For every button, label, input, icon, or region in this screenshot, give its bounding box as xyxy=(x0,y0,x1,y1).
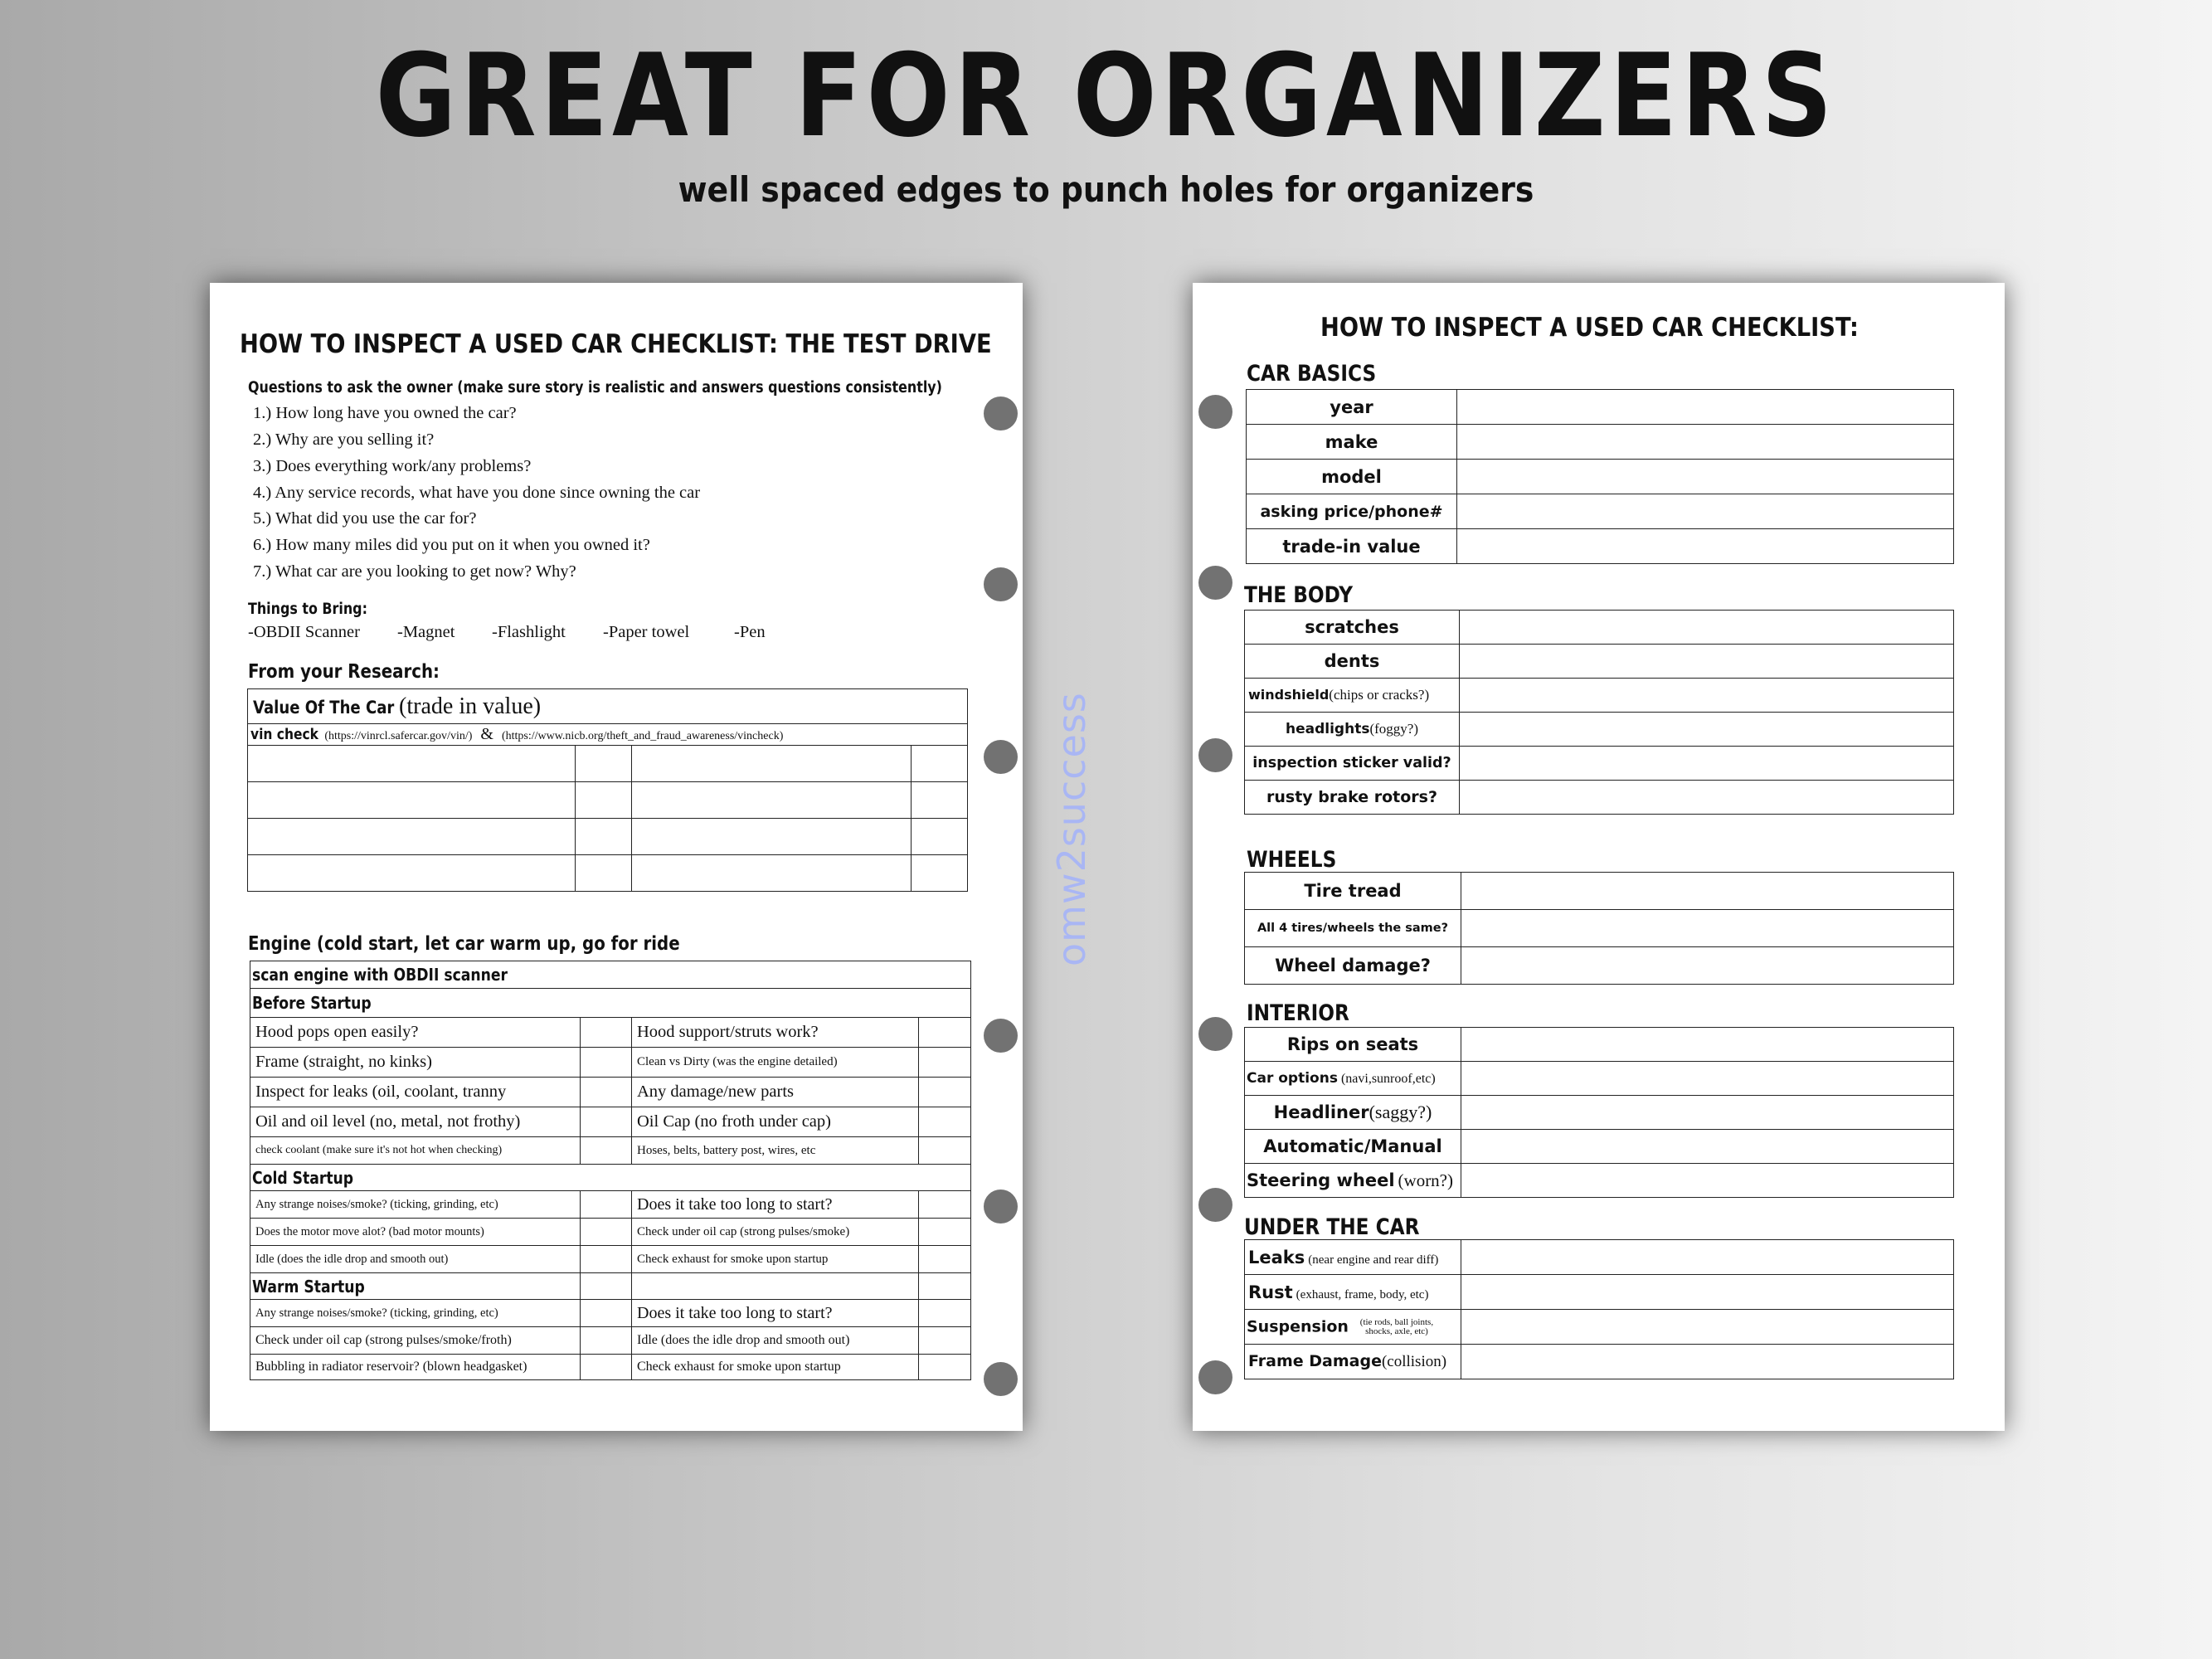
check-item: Hood pops open easily? xyxy=(250,1018,581,1048)
research-cell[interactable] xyxy=(248,782,576,819)
body-entry[interactable] xyxy=(1460,713,1954,747)
punch-hole xyxy=(984,397,1018,431)
body-entry[interactable] xyxy=(1460,645,1954,679)
check-box[interactable] xyxy=(919,1327,971,1355)
interior-note: (navi,sunroof,etc) xyxy=(1340,1072,1436,1086)
interior-label: Headliner xyxy=(1273,1102,1369,1122)
vin-check-label: vin check xyxy=(250,726,318,743)
check-box[interactable] xyxy=(919,1018,971,1048)
wheels-entry[interactable] xyxy=(1461,873,1954,910)
car-basics-heading: CAR BASICS xyxy=(1247,361,1377,387)
under-car-entry[interactable] xyxy=(1461,1240,1954,1275)
body-label-cell xyxy=(1245,747,1460,781)
check-box[interactable] xyxy=(581,1327,632,1355)
check-box[interactable] xyxy=(919,1107,971,1137)
interior-label: Car options xyxy=(1247,1070,1338,1087)
interior-label: Rips on seats xyxy=(1286,1034,1419,1054)
research-cell[interactable] xyxy=(248,855,576,892)
research-cell[interactable] xyxy=(632,855,912,892)
car-basics-table xyxy=(1246,389,1954,564)
check-box[interactable] xyxy=(919,1355,971,1380)
punch-hole xyxy=(984,1190,1018,1224)
research-cell[interactable] xyxy=(912,782,968,819)
warm-startup-label: Warm Startup xyxy=(252,1276,365,1297)
check-item: Inspect for leaks (oil, coolant, tranny xyxy=(250,1078,581,1107)
scan-engine-label: scan engine with OBDII scanner xyxy=(252,965,508,985)
body-label-cell xyxy=(1245,611,1460,645)
punch-hole xyxy=(984,1362,1018,1396)
body-label: windshield xyxy=(1248,687,1330,703)
research-table xyxy=(247,688,968,892)
body-note: (chips or cracks?) xyxy=(1329,687,1430,703)
interior-label-cell xyxy=(1245,1028,1461,1062)
interior-label-cell xyxy=(1245,1130,1461,1164)
check-box[interactable] xyxy=(581,1273,632,1300)
punch-hole xyxy=(984,740,1018,774)
check-item: Any strange noises/smoke? (ticking, grinding, etc) xyxy=(250,1300,581,1327)
check-box[interactable] xyxy=(581,1018,632,1048)
question-item: 3.) Does everything work/any problems? xyxy=(253,457,532,475)
interior-label: Steering wheel xyxy=(1247,1170,1395,1190)
interior-label-cell xyxy=(1245,1062,1461,1096)
car-basics-entry[interactable] xyxy=(1457,460,1954,494)
check-item: Check exhaust for smoke upon startup xyxy=(632,1355,919,1380)
check-box[interactable] xyxy=(919,1078,971,1107)
check-item: Oil Cap (no froth under cap) xyxy=(632,1107,919,1137)
body-label: dents xyxy=(1324,651,1380,671)
right-checklist-page xyxy=(1193,283,2005,1431)
under-car-label-cell xyxy=(1245,1310,1461,1345)
question-item: 2.) Why are you selling it? xyxy=(253,431,435,449)
research-cell[interactable] xyxy=(632,782,912,819)
punch-hole xyxy=(1198,1360,1232,1394)
check-item: Check under oil cap (strong pulses/smoke) xyxy=(632,1219,919,1246)
under-car-label-cell xyxy=(1245,1345,1461,1379)
under-car-note: (tie rods, ball joints, shocks, axle, etc) xyxy=(1359,1316,1434,1336)
research-cell[interactable] xyxy=(632,819,912,855)
research-cell[interactable] xyxy=(576,855,632,892)
check-item: Check exhaust for smoke upon startup xyxy=(632,1246,919,1273)
check-item: Hoses, belts, battery post, wires, etc xyxy=(632,1137,919,1165)
bring-item: -Pen xyxy=(734,623,766,641)
bring-item: -Paper towel xyxy=(603,623,690,641)
check-box[interactable] xyxy=(919,1219,971,1246)
check-item: Clean vs Dirty (was the engine detailed) xyxy=(632,1048,919,1078)
left-checklist-page xyxy=(210,283,1023,1431)
under-car-note: (collision) xyxy=(1381,1353,1447,1370)
interior-entry[interactable] xyxy=(1461,1028,1954,1062)
punch-hole xyxy=(1198,1017,1232,1051)
under-car-entry[interactable] xyxy=(1461,1345,1954,1379)
body-label-cell xyxy=(1245,713,1460,747)
research-cell[interactable] xyxy=(576,746,632,782)
punch-hole xyxy=(984,567,1018,601)
check-item: Does it take too long to start? xyxy=(632,1191,919,1219)
check-box[interactable] xyxy=(919,1191,971,1219)
check-box[interactable] xyxy=(581,1355,632,1380)
question-item: 4.) Any service records, what have you done since owning the car xyxy=(253,484,701,502)
interior-heading: INTERIOR xyxy=(1247,1000,1349,1026)
check-box[interactable] xyxy=(632,1273,919,1300)
research-cell[interactable] xyxy=(912,855,968,892)
under-car-heading: UNDER THE CAR xyxy=(1244,1214,1420,1240)
interior-label-cell xyxy=(1245,1164,1461,1198)
under-car-label: Frame Damage xyxy=(1248,1352,1382,1370)
under-car-entry[interactable] xyxy=(1461,1275,1954,1310)
research-value-note: (trade in value) xyxy=(399,693,542,719)
car-basics-entry[interactable] xyxy=(1457,425,1954,460)
check-box[interactable] xyxy=(581,1219,632,1246)
body-label: inspection sticker valid? xyxy=(1252,755,1451,771)
under-car-note: (exhaust, frame, body, etc) xyxy=(1296,1287,1429,1301)
punch-hole xyxy=(1198,566,1232,600)
before-startup-row xyxy=(250,989,971,1018)
car-basics-label: trade-in value xyxy=(1247,529,1457,564)
body-label: headlights xyxy=(1286,721,1370,737)
vin-amp: & xyxy=(480,725,493,743)
left-page-title: HOW TO INSPECT A USED CAR CHECKLIST: THE TEST DRIVE xyxy=(240,329,992,359)
cold-startup-row xyxy=(250,1165,971,1191)
research-cell[interactable] xyxy=(632,746,912,782)
wheels-label: Wheel damage? xyxy=(1245,947,1461,985)
bring-heading: Things to Bring: xyxy=(248,601,367,618)
check-box[interactable] xyxy=(919,1273,971,1300)
check-box[interactable] xyxy=(581,1048,632,1078)
car-basics-label: model xyxy=(1247,460,1457,494)
research-value-label: Value Of The Car xyxy=(253,697,395,718)
check-box[interactable] xyxy=(919,1246,971,1273)
car-basics-entry[interactable] xyxy=(1457,390,1954,425)
body-label-cell xyxy=(1245,679,1460,713)
punch-hole xyxy=(1198,738,1232,772)
bring-item: -Magnet xyxy=(397,623,455,641)
check-box[interactable] xyxy=(581,1107,632,1137)
right-page-title: HOW TO INSPECT A USED CAR CHECKLIST: xyxy=(1320,313,1859,343)
check-item: Bubbling in radiator reservoir? (blown headgasket) xyxy=(250,1355,581,1380)
check-box[interactable] xyxy=(919,1300,971,1327)
check-item: Idle (does the idle drop and smooth out) xyxy=(632,1327,919,1355)
check-box[interactable] xyxy=(581,1246,632,1273)
car-basics-label: make xyxy=(1247,425,1457,460)
wheels-label: All 4 tires/wheels the same? xyxy=(1245,910,1461,947)
check-item: Frame (straight, no kinks) xyxy=(250,1048,581,1078)
question-item: 5.) What did you use the car for? xyxy=(253,509,477,528)
body-label-cell xyxy=(1245,645,1460,679)
check-box[interactable] xyxy=(919,1048,971,1078)
interior-entry[interactable] xyxy=(1461,1130,1954,1164)
subheadline: well spaced edges to punch holes for organizers xyxy=(678,169,1534,210)
vin-check-row xyxy=(248,724,968,746)
check-item: check coolant (make sure it's not hot when checking) xyxy=(250,1137,581,1165)
interior-label-cell xyxy=(1245,1096,1461,1130)
wheels-entry[interactable] xyxy=(1461,910,1954,947)
check-item: Any strange noises/smoke? (ticking, grinding, etc) xyxy=(250,1191,581,1219)
research-cell[interactable] xyxy=(912,746,968,782)
body-entry[interactable] xyxy=(1460,781,1954,815)
interior-table xyxy=(1244,1027,1954,1198)
check-box[interactable] xyxy=(581,1191,632,1219)
check-item: Hood support/struts work? xyxy=(632,1018,919,1048)
interior-note: (saggy?) xyxy=(1369,1102,1432,1122)
interior-entry[interactable] xyxy=(1461,1164,1954,1198)
car-basics-entry[interactable] xyxy=(1457,529,1954,564)
check-box[interactable] xyxy=(581,1300,632,1327)
check-item: Any damage/new parts xyxy=(632,1078,919,1107)
under-car-note: (near engine and rear diff) xyxy=(1308,1253,1439,1267)
scan-engine-row xyxy=(250,961,971,989)
engine-heading: Engine (cold start, let car warm up, go for ride xyxy=(248,933,680,955)
under-car-label: Rust xyxy=(1248,1282,1293,1302)
under-car-label: Leaks xyxy=(1248,1247,1305,1267)
body-heading: THE BODY xyxy=(1244,582,1354,608)
research-cell[interactable] xyxy=(576,782,632,819)
body-entry[interactable] xyxy=(1460,611,1954,645)
research-value-row xyxy=(248,689,968,724)
car-basics-label: year xyxy=(1247,390,1457,425)
cold-startup-label: Cold Startup xyxy=(252,1167,354,1188)
check-item: Does the motor move alot? (bad motor mounts) xyxy=(250,1219,581,1246)
body-entry[interactable] xyxy=(1460,679,1954,713)
body-label: rusty brake rotors? xyxy=(1266,788,1437,806)
headline: GREAT FOR ORGANIZERS xyxy=(375,29,1837,163)
check-box[interactable] xyxy=(919,1137,971,1165)
punch-hole xyxy=(1198,395,1232,429)
punch-hole xyxy=(984,1019,1018,1053)
under-car-entry[interactable] xyxy=(1461,1310,1954,1345)
question-item: 1.) How long have you owned the car? xyxy=(253,404,517,422)
bring-item: -Flashlight xyxy=(492,623,566,641)
body-table xyxy=(1244,610,1954,815)
vin-url-2: (https://www.nicb.org/theft_and_fraud_awareness/vincheck) xyxy=(501,730,784,742)
body-entry[interactable] xyxy=(1460,747,1954,781)
check-box[interactable] xyxy=(581,1078,632,1107)
wheels-entry[interactable] xyxy=(1461,947,1954,985)
interior-entry[interactable] xyxy=(1461,1062,1954,1096)
wheels-heading: WHEELS xyxy=(1247,847,1337,873)
check-box[interactable] xyxy=(581,1137,632,1165)
before-startup-label: Before Startup xyxy=(252,993,372,1013)
questions-heading: Questions to ask the owner (make sure story is realistic and answers questions consistently) xyxy=(248,379,942,397)
under-car-label-cell xyxy=(1245,1240,1461,1275)
punch-hole xyxy=(1198,1188,1232,1222)
engine-table xyxy=(250,961,971,1380)
check-item: Check under oil cap (strong pulses/smoke/froth) xyxy=(250,1327,581,1355)
body-label: scratches xyxy=(1305,617,1399,637)
question-item: 6.) How many miles did you put on it when you owned it? xyxy=(253,536,650,554)
vin-url-1: (https://vinrcl.safercar.gov/vin/) xyxy=(324,730,473,742)
question-item: 7.) What car are you looking to get now? Why? xyxy=(253,562,576,581)
car-basics-entry[interactable] xyxy=(1457,494,1954,529)
research-cell[interactable] xyxy=(912,819,968,855)
check-item: Oil and oil level (no, metal, not frothy) xyxy=(250,1107,581,1137)
warm-startup-row xyxy=(250,1273,581,1300)
car-basics-label: asking price/phone# xyxy=(1247,494,1457,529)
research-cell[interactable] xyxy=(248,819,576,855)
research-cell[interactable] xyxy=(576,819,632,855)
under-car-label-cell xyxy=(1245,1275,1461,1310)
bring-item: -OBDII Scanner xyxy=(248,623,360,641)
interior-entry[interactable] xyxy=(1461,1096,1954,1130)
interior-label: Automatic/Manual xyxy=(1263,1136,1442,1156)
check-item: Idle (does the idle drop and smooth out) xyxy=(250,1246,581,1273)
under-car-table xyxy=(1244,1239,1954,1379)
watermark: omw2success xyxy=(1049,692,1094,966)
under-car-label: Suspension xyxy=(1247,1317,1349,1335)
research-cell[interactable] xyxy=(248,746,576,782)
wheels-label: Tire tread xyxy=(1245,873,1461,910)
check-item: Does it take too long to start? xyxy=(632,1300,919,1327)
research-heading: From your Research: xyxy=(248,661,440,683)
body-note: (foggy?) xyxy=(1369,721,1418,737)
interior-note: (worn?) xyxy=(1398,1170,1453,1190)
body-label-cell xyxy=(1245,781,1460,815)
wheels-table xyxy=(1244,872,1954,985)
